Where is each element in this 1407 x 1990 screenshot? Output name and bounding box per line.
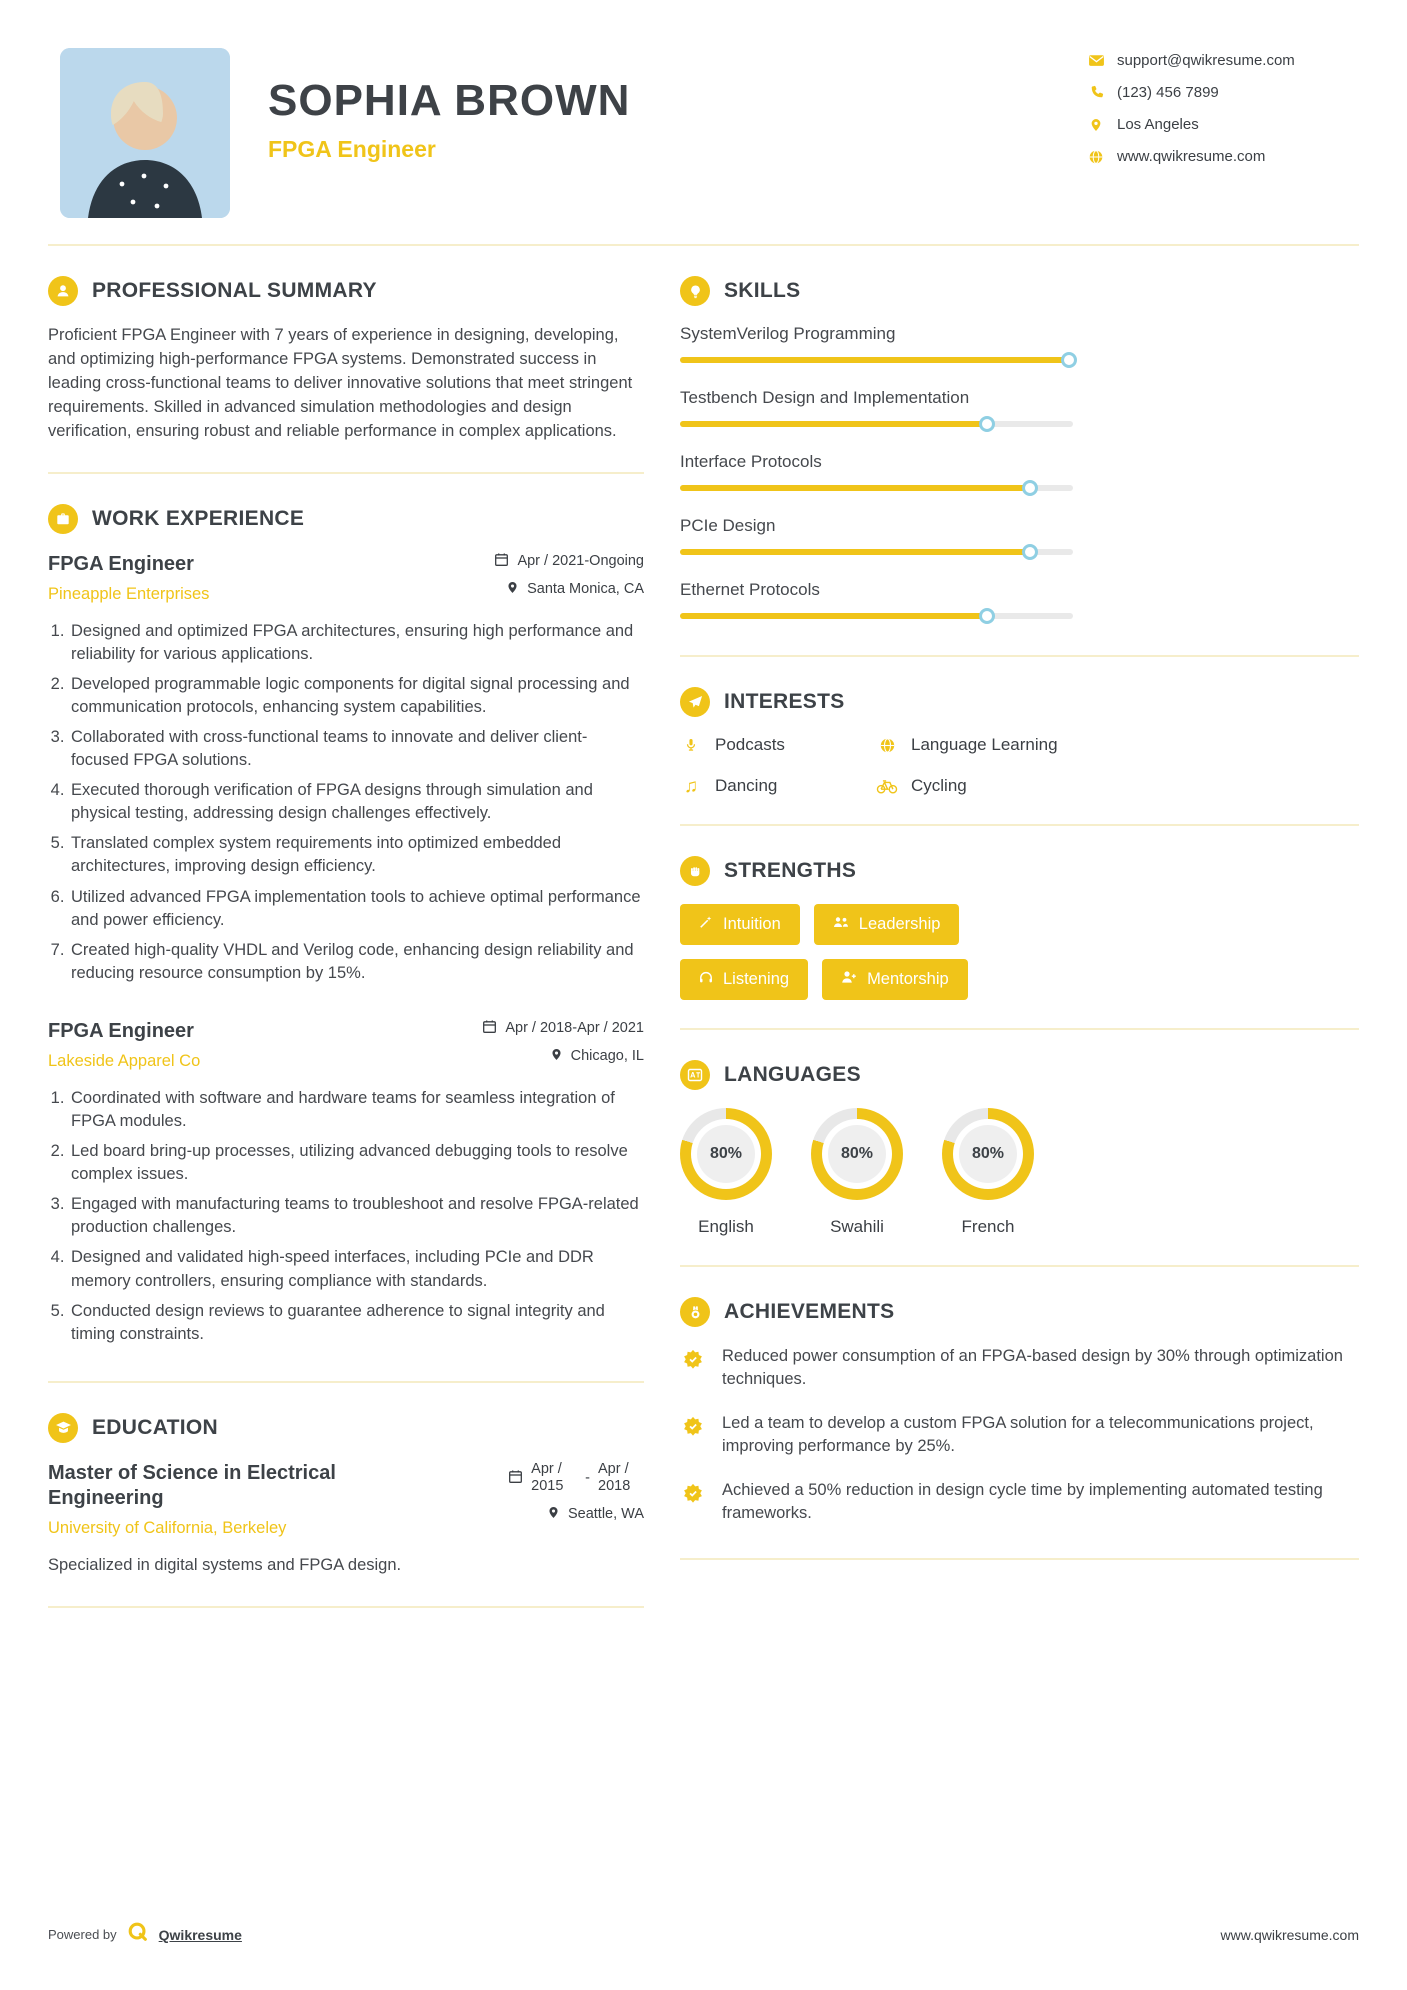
badge-icon bbox=[680, 1412, 706, 1459]
achievement-item bbox=[680, 1479, 1359, 1526]
skill-item bbox=[680, 388, 1359, 427]
section-skills bbox=[680, 246, 1359, 657]
right-column bbox=[680, 246, 1359, 1560]
job-bullet: 4. Designed and validated high-speed interfaces, including PCIe and DDR memory controllers, ensuring compliance with standards. bbox=[69, 1246, 644, 1292]
language-percent: 80% bbox=[959, 1125, 1017, 1183]
section-interests bbox=[680, 657, 1359, 826]
job-title: FPGA Engineer bbox=[48, 552, 194, 575]
skill-item bbox=[680, 324, 1359, 363]
interests-heading: INTERESTS bbox=[724, 690, 845, 713]
strengths-heading: STRENGTHS bbox=[724, 859, 857, 882]
job-dates-text: Apr / 2018-Apr / 2021 bbox=[505, 1020, 644, 1037]
contact-location-text: Los Angeles bbox=[1117, 116, 1199, 133]
skill-item bbox=[680, 452, 1359, 491]
interest-item bbox=[876, 776, 1359, 796]
degree-title: Master of Science in Electrical Engineering bbox=[48, 1461, 336, 1509]
job-bullet: 3. Engaged with manufacturing teams to troubleshoot and resolve FPGA-related production challenges. bbox=[69, 1193, 644, 1239]
section-education bbox=[48, 1383, 644, 1608]
translation-icon bbox=[680, 1060, 710, 1090]
skill-label: PCIe Design bbox=[680, 516, 776, 535]
section-achievements bbox=[680, 1267, 1359, 1560]
interest-item bbox=[876, 735, 1359, 755]
graduation-cap-icon bbox=[48, 1413, 78, 1443]
header bbox=[0, 0, 1407, 244]
skill-label: Ethernet Protocols bbox=[680, 580, 820, 599]
bicycle-icon bbox=[876, 779, 898, 794]
skill-slider-handle[interactable] bbox=[1061, 352, 1077, 368]
contact-location bbox=[1087, 116, 1359, 133]
job-bullet-list bbox=[48, 620, 644, 985]
language-percent: 80% bbox=[697, 1125, 755, 1183]
contact-website-text: www.qwikresume.com bbox=[1117, 148, 1266, 165]
interest-label: Cycling bbox=[911, 776, 967, 795]
headphones-icon bbox=[699, 970, 713, 989]
interest-item bbox=[680, 776, 876, 796]
job-bullet: 5. Translated complex system requirements into optimized embedded architectures, improving design efficiency. bbox=[69, 832, 644, 878]
briefcase-icon bbox=[48, 504, 78, 534]
skill-label: Testbench Design and Implementation bbox=[680, 388, 970, 407]
strength-chip bbox=[680, 904, 800, 945]
language-list bbox=[680, 1108, 1359, 1237]
section-work-experience bbox=[48, 474, 644, 1383]
section-languages bbox=[680, 1030, 1359, 1267]
job-entry bbox=[48, 1019, 644, 1346]
strength-label: Mentorship bbox=[867, 970, 949, 988]
job-bullet: 1. Coordinated with software and hardware teams for seamless integration of FPGA modules. bbox=[69, 1087, 644, 1133]
email-icon bbox=[1087, 52, 1105, 69]
job-location-text: Chicago, IL bbox=[570, 1048, 644, 1065]
phone-icon bbox=[1087, 85, 1105, 100]
language-progress-ring bbox=[680, 1108, 772, 1200]
skill-label: SystemVerilog Programming bbox=[680, 324, 896, 343]
job-location bbox=[550, 1047, 644, 1066]
interest-label: Dancing bbox=[715, 776, 778, 795]
skill-item bbox=[680, 516, 1359, 555]
job-dates bbox=[494, 552, 644, 571]
education-location-text: Seattle, WA bbox=[567, 1506, 644, 1523]
job-bullet: 5. Conducted design reviews to guarantee adherence to signal integrity and timing constraints. bbox=[69, 1300, 644, 1346]
job-bullet: 2. Developed programmable logic components for digital signal processing and communication protocols, enhancing system capabilities. bbox=[69, 673, 644, 719]
achievement-text: Achieved a 50% reduction in design cycle time by implementing automated testing frameworks. bbox=[722, 1480, 1323, 1523]
music-note-icon: ♫ bbox=[683, 775, 699, 797]
job-dates bbox=[482, 1019, 644, 1038]
language-item bbox=[680, 1108, 772, 1237]
education-location bbox=[547, 1505, 644, 1524]
lightbulb-icon bbox=[680, 276, 710, 306]
wand-icon bbox=[699, 915, 713, 934]
job-bullet: 3. Collaborated with cross-functional teams to innovate and deliver client-focused FPGA solutions. bbox=[69, 726, 644, 772]
section-strengths bbox=[680, 826, 1359, 1030]
skill-slider-handle[interactable] bbox=[979, 416, 995, 432]
paper-plane-icon bbox=[680, 687, 710, 717]
job-location bbox=[506, 580, 644, 599]
skill-item bbox=[680, 580, 1359, 619]
strength-chip bbox=[680, 959, 808, 1000]
education-date-end: Apr / 2018 bbox=[598, 1460, 631, 1495]
fist-icon bbox=[680, 856, 710, 886]
badge-icon bbox=[680, 1479, 706, 1526]
medal-icon bbox=[680, 1297, 710, 1327]
strength-chip bbox=[822, 959, 968, 1000]
skill-bar bbox=[680, 485, 1073, 491]
company-name: Lakeside Apparel Co bbox=[48, 1051, 201, 1070]
language-item bbox=[811, 1108, 903, 1237]
contact-website[interactable] bbox=[1087, 148, 1359, 165]
powered-by-label: Powered by bbox=[48, 1927, 117, 1942]
profile-photo bbox=[60, 48, 230, 218]
calendar-icon bbox=[494, 552, 509, 571]
job-bullet-list bbox=[48, 1087, 644, 1346]
skills-heading: SKILLS bbox=[724, 279, 801, 302]
language-progress-ring bbox=[811, 1108, 903, 1200]
user-icon bbox=[48, 276, 78, 306]
contact-phone[interactable] bbox=[1087, 84, 1359, 101]
contact-email[interactable] bbox=[1087, 52, 1359, 69]
skill-slider-handle[interactable] bbox=[1022, 480, 1038, 496]
skill-slider-handle[interactable] bbox=[979, 608, 995, 624]
microphone-icon bbox=[680, 737, 702, 753]
job-bullet: 1. Designed and optimized FPGA architectures, ensuring high performance and reliability for various applications. bbox=[69, 620, 644, 666]
achievement-item bbox=[680, 1345, 1359, 1392]
badge-icon bbox=[680, 1345, 706, 1392]
globe-icon bbox=[876, 737, 898, 754]
job-bullet: 7. Created high-quality VHDL and Verilog code, enhancing design reliability and reducing resource consumption by 15%. bbox=[69, 939, 644, 985]
footer-website-link[interactable]: www.qwikresume.com bbox=[1220, 1926, 1359, 1943]
user-plus-icon bbox=[841, 970, 857, 989]
summary-text: Proficient FPGA Engineer with 7 years of experience in designing, developing, and optimizing high-performance FPGA systems. Demonstrated success in leading cross-functional teams to deliver innovative solutions that meet stringent requirements. Skilled in advanced simulation methodologies and design verification, ensuring robust and reliable performance in complex applications. bbox=[48, 326, 633, 440]
section-professional-summary bbox=[48, 246, 644, 474]
strength-label: Leadership bbox=[858, 915, 941, 933]
contact-email-text: support@qwikresume.com bbox=[1117, 52, 1295, 69]
language-progress-ring bbox=[942, 1108, 1034, 1200]
candidate-name: SOPHIA BROWN bbox=[268, 76, 631, 125]
website-icon bbox=[1087, 149, 1105, 165]
job-bullet: 4. Executed thorough verification of FPGA designs through simulation and physical testing, addressing design challenges effectively. bbox=[69, 779, 644, 825]
education-date-start: Apr / 2015 bbox=[531, 1460, 564, 1495]
company-name: Pineapple Enterprises bbox=[48, 584, 210, 603]
skill-bar bbox=[680, 357, 1073, 363]
language-label: Swahili bbox=[830, 1217, 884, 1236]
education-heading: EDUCATION bbox=[92, 1415, 218, 1439]
skill-label: Interface Protocols bbox=[680, 452, 822, 471]
education-note: Specialized in digital systems and FPGA design. bbox=[48, 1555, 402, 1574]
strength-label: Listening bbox=[723, 970, 790, 988]
pin-icon bbox=[506, 580, 519, 599]
location-icon bbox=[1087, 117, 1105, 133]
education-date-separator: - bbox=[585, 1470, 590, 1487]
school-name: University of California, Berkeley bbox=[48, 1518, 287, 1537]
contact-list bbox=[1087, 48, 1359, 165]
candidate-job-title: FPGA Engineer bbox=[268, 136, 436, 162]
language-label: French bbox=[961, 1217, 1015, 1236]
job-bullet: 6. Utilized advanced FPGA implementation tools to achieve optimal performance and power efficiency. bbox=[69, 886, 644, 932]
skill-bar bbox=[680, 549, 1073, 555]
profile-photo-illustration bbox=[60, 48, 230, 218]
brand-link[interactable]: Qwikresume bbox=[158, 1926, 242, 1943]
achievement-text: Reduced power consumption of an FPGA-based design by 30% through optimization techniques. bbox=[722, 1347, 1343, 1389]
people-icon bbox=[833, 915, 849, 934]
interest-label: Language Learning bbox=[911, 735, 1058, 754]
job-entry bbox=[48, 552, 644, 985]
interest-list bbox=[680, 735, 1359, 796]
calendar-icon bbox=[508, 1469, 523, 1488]
job-title: FPGA Engineer bbox=[48, 1019, 194, 1042]
job-location-text: Santa Monica, CA bbox=[527, 581, 644, 598]
interest-item bbox=[680, 735, 876, 755]
strength-chip bbox=[814, 904, 960, 945]
interest-label: Podcasts bbox=[715, 735, 785, 754]
skill-bar bbox=[680, 613, 1073, 619]
job-dates-text: Apr / 2021-Ongoing bbox=[517, 553, 644, 570]
language-label: English bbox=[698, 1217, 754, 1236]
summary-heading: PROFESSIONAL SUMMARY bbox=[92, 279, 377, 302]
achievement-item bbox=[680, 1412, 1359, 1459]
contact-phone-text: (123) 456 7899 bbox=[1117, 84, 1219, 101]
pin-icon bbox=[547, 1505, 560, 1524]
education-dates bbox=[508, 1461, 644, 1496]
footer bbox=[0, 1891, 1407, 1990]
pin-icon bbox=[550, 1047, 563, 1066]
achievements-heading: ACHIEVEMENTS bbox=[724, 1300, 895, 1323]
skill-slider-handle[interactable] bbox=[1022, 544, 1038, 560]
language-item bbox=[942, 1108, 1034, 1237]
skill-bar bbox=[680, 421, 1073, 427]
qwikresume-logo-icon bbox=[127, 1921, 149, 1948]
achievement-text: Led a team to develop a custom FPGA solution for a telecommunications project, improving performance by 25%. bbox=[722, 1413, 1314, 1456]
language-percent: 80% bbox=[828, 1125, 886, 1183]
left-column bbox=[48, 246, 644, 1608]
strength-label: Intuition bbox=[723, 915, 781, 933]
job-bullet: 2. Led board bring-up processes, utilizing advanced debugging tools to resolve complex issues. bbox=[69, 1140, 644, 1186]
strength-list bbox=[680, 904, 980, 1000]
main-content bbox=[0, 246, 1407, 1891]
calendar-icon bbox=[482, 1019, 497, 1038]
languages-heading: LANGUAGES bbox=[724, 1063, 861, 1086]
experience-heading: WORK EXPERIENCE bbox=[92, 506, 305, 530]
